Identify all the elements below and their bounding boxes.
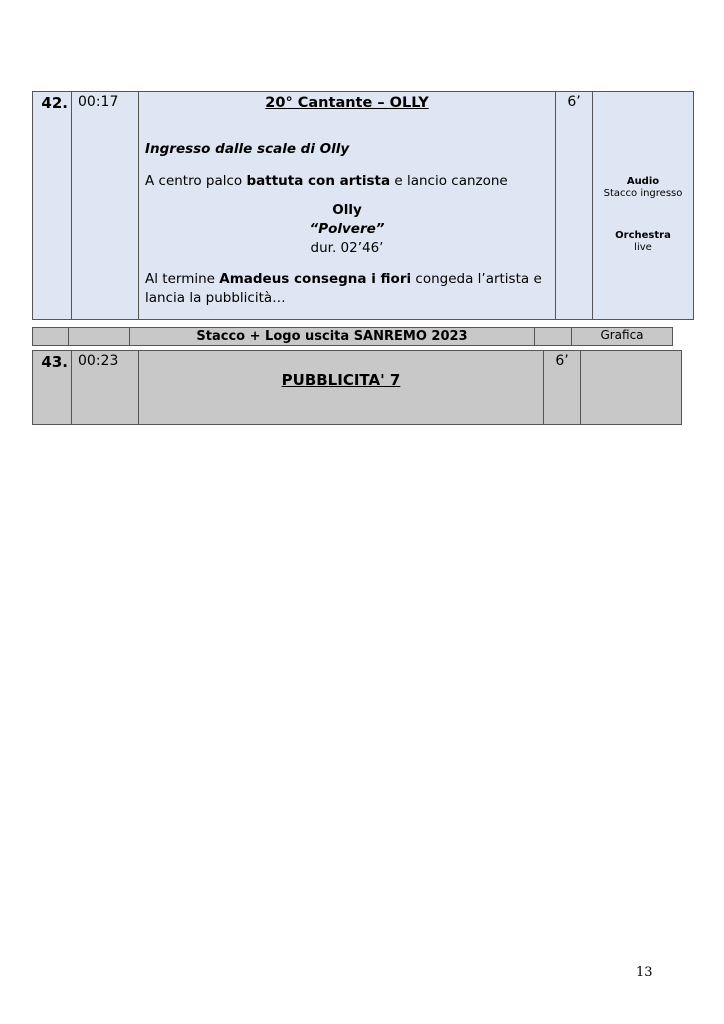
stacco-note: Grafica <box>572 328 673 346</box>
empty-cell <box>535 328 572 346</box>
segment-notes <box>593 92 694 320</box>
page-number: 13 <box>636 965 653 980</box>
segment-title: 20° Cantante – OLLY <box>265 95 429 111</box>
empty-cell <box>69 328 130 346</box>
segment-duration: 6’ <box>556 92 593 320</box>
audio-value: Stacco ingresso <box>603 188 683 199</box>
song-title: “Polvere” <box>309 221 385 237</box>
orchestra-value: live <box>634 242 652 253</box>
audio-label: Audio <box>626 176 660 187</box>
stacco-title: Stacco + Logo uscita SANREMO 2023 <box>130 328 535 346</box>
segment-time: 00:23 <box>72 351 139 425</box>
stage-direction-2: Al termine Amadeus consegna i fiori congeda l’artista e lancia la pubblicità… <box>145 271 542 306</box>
segment-number: 43. <box>33 351 72 425</box>
segment-intro: Ingresso dalle scale di Olly <box>145 141 350 157</box>
song-duration: dur. 02’46’ <box>310 240 384 256</box>
segment-time: 00:17 <box>72 92 139 320</box>
segment-content <box>139 92 556 320</box>
stage-direction-1: A centro palco battuta con artista e lancio canzone <box>145 173 508 189</box>
song-artist: Olly <box>332 202 362 218</box>
segment-43-row <box>32 350 682 425</box>
empty-cell <box>581 351 682 425</box>
segment-duration: 6’ <box>544 351 581 425</box>
segment-42-row <box>32 91 694 320</box>
segment-number: 42. <box>33 92 72 320</box>
orchestra-label: Orchestra <box>615 230 671 241</box>
segment-title: PUBBLICITA' 7 <box>139 351 544 425</box>
stacco-row <box>32 327 673 346</box>
empty-cell <box>33 328 69 346</box>
song-block <box>145 201 549 258</box>
